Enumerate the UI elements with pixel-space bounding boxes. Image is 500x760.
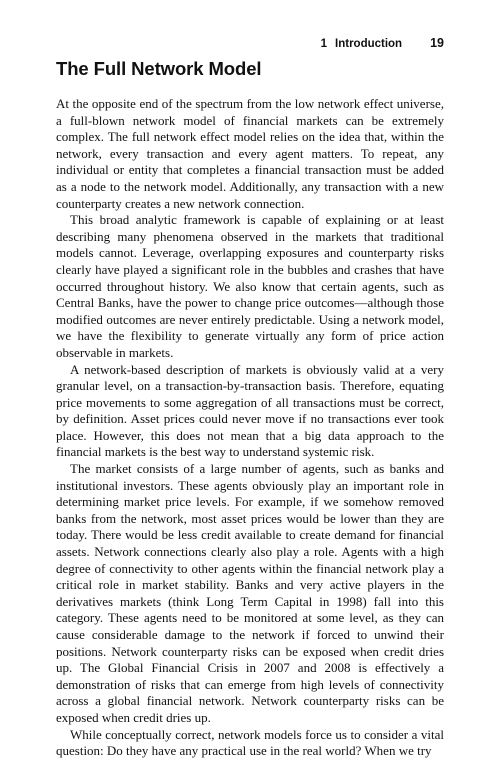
paragraph-5: While conceptually correct, network models force us to consider a vital question: Do they have any practical use in the real world? When we try: [56, 726, 444, 759]
paragraph-4: The market consists of a large number of agents, such as banks and institutional investors. These agents obviously play an important role in determining market price levels. For example, if we somehow removed banks from the network, most asset prices would be lower than they are today. There would be less credit available to create demand for financial assets. Network connections clearly also play a role. Agents with a high degree of connectivity to other agents within the financial network play a critical role in market stability. Banks and very active players in the derivatives markets (think Long Term Capital in 1998) fall into this category. These agents need to be monitored at some level, as they can cause considerable damage to the network if forced to unwind their positions. Network counterparty risks can be exposed when credit dries up. The Global Financial Crisis in 2007 and 2008 is effectively a demonstration of risks that can emerge from high levels of connectivity across a global financial network. Network counterparty risks can be exposed when credit dries up.: [56, 461, 444, 725]
paragraph-1: At the opposite end of the spectrum from the low network effect universe, a full-blown network model of financial markets can be extremely complex. The full network effect model relies on the idea that, within the network, every transaction and every agent matters. To repeat, any individual or entity that completes a financial transaction must be added as a node to the network model. Additionally, any transaction with a new counterparty creates a new network connection.: [56, 96, 444, 211]
running-head: [321, 36, 444, 50]
chapter-number: 1: [320, 38, 328, 50]
paragraph-2: This broad analytic framework is capable of explaining or at least describing many phenomena observed in the markets that traditional models cannot. Leverage, overlapping exposures and counterparty risks clearly have played a significant role in the bubbles and crashes that have occurred throughout history. We also know that certain agents, such as Central Banks, have the power to change price outcomes—although those modified outcomes are never entirely predictable. Using a network model, we have the flexibility to generate virtually any form of price action observable in markets.: [56, 212, 444, 360]
chapter-title: Introduction: [335, 38, 403, 50]
page-number: 19: [430, 36, 444, 50]
paragraph-3: A network-based description of markets is obviously valid at a very granular level, on a transaction-by-transaction basis. Therefore, equating price movements to some aggregation of all transactions must be correct, by definition. Asset prices could never move if no transactions ever took place. However, this does not mean that a big data approach to the financial markets is the best way to understand systemic risk.: [56, 361, 444, 460]
body-text: [56, 96, 444, 760]
section-title: The Full Network Model: [56, 58, 262, 79]
